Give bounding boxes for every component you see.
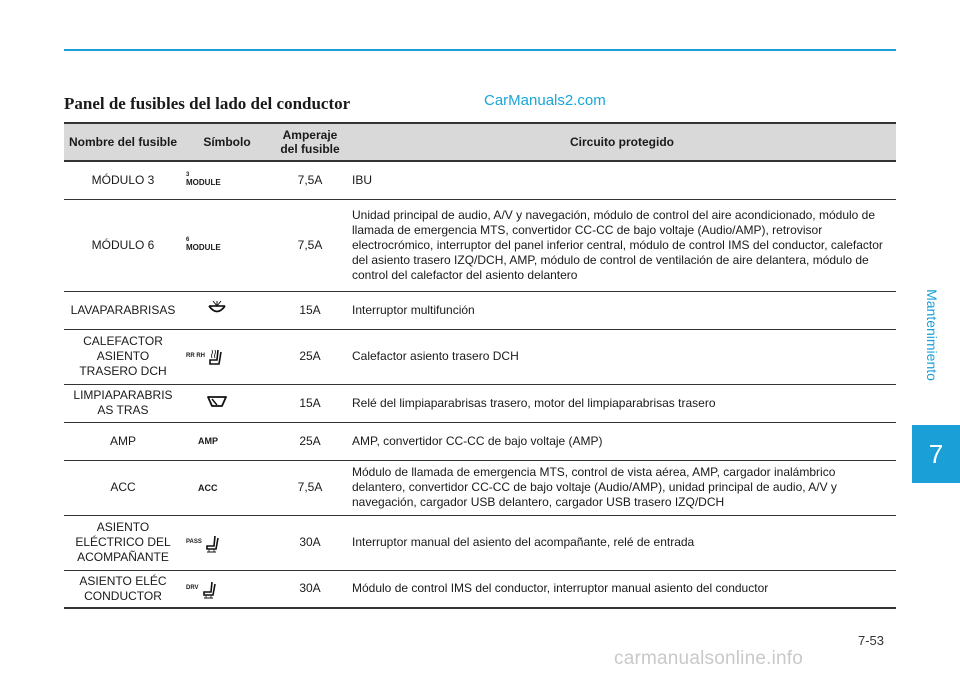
header-symbol: Símbolo	[182, 123, 272, 161]
fuse-amperage: 25A	[272, 329, 348, 384]
fuse-amperage: 30A	[272, 515, 348, 570]
table-row	[64, 422, 896, 460]
section-title: Panel de fusibles del lado del conductor	[64, 94, 351, 113]
seat-symbol: RR RH	[186, 349, 223, 367]
page-number: 7-53	[858, 633, 885, 648]
power-seat-icon	[204, 535, 220, 553]
seat-heater-icon	[207, 349, 223, 367]
rear-wiper-icon	[186, 394, 228, 412]
fuse-table	[64, 122, 896, 609]
fuse-circuit: Calefactor asiento trasero DCH	[348, 329, 896, 384]
table-row	[64, 515, 896, 570]
header-name: Nombre del fusible	[64, 123, 182, 161]
seat-symbol: PASS	[186, 535, 220, 553]
fuse-amperage: 7,5A	[272, 199, 348, 291]
fuse-name: ASIENTO ELÉCTRICO DEL ACOMPAÑANTE	[64, 515, 182, 570]
table-row	[64, 199, 896, 291]
acc-symbol: ACC	[198, 482, 218, 493]
fuse-name: CALEFACTOR ASIENTO TRASERO DCH	[64, 329, 182, 384]
table-row	[64, 460, 896, 515]
fuse-symbol	[182, 384, 272, 422]
fuse-symbol	[182, 460, 272, 515]
fuse-name: MÓDULO 3	[64, 161, 182, 199]
washer-icon	[186, 300, 228, 320]
fuse-symbol	[182, 161, 272, 199]
fuse-circuit: Interruptor multifunción	[348, 291, 896, 329]
fuse-symbol	[182, 199, 272, 291]
fuse-name: LAVAPARABRISAS	[64, 291, 182, 329]
module-symbol: 3 MODULE	[186, 172, 221, 188]
chapter-number-badge: 7	[912, 425, 960, 483]
watermark-bottom[interactable]: carmanualsonline.info	[614, 648, 804, 669]
module-symbol: 6 MODULE	[186, 237, 221, 252]
header-circuit: Circuito protegido	[348, 123, 896, 161]
side-tab-label: Mantenimiento	[924, 289, 941, 381]
fuse-circuit: Interruptor manual del asiento del acompañante, relé de entrada	[348, 515, 896, 570]
fuse-name: MÓDULO 6	[64, 199, 182, 291]
fuse-circuit: Relé del limpiaparabrisas trasero, motor del limpiaparabrisas trasero	[348, 384, 896, 422]
fuse-amperage: 25A	[272, 422, 348, 460]
fuse-symbol	[182, 329, 272, 384]
fuse-amperage: 7,5A	[272, 161, 348, 199]
fuse-amperage: 15A	[272, 384, 348, 422]
fuse-name: ASIENTO ELÉC CONDUCTOR	[64, 570, 182, 608]
table-row	[64, 329, 896, 384]
watermark-top[interactable]: CarManuals2.com	[484, 92, 606, 109]
amp-symbol: AMP	[198, 436, 218, 446]
fuse-symbol	[182, 515, 272, 570]
fuse-circuit: Módulo de llamada de emergencia MTS, control de vista aérea, AMP, cargador inalámbrico delantero, convertidor CC-CC de bajo voltaje (Audio/AMP), unidad principal de audio, A/V y navegación, cargador USB delantero, cargador USB trasero IZQ/DCH	[348, 460, 896, 515]
fuse-symbol	[182, 570, 272, 608]
fuse-name: AMP	[64, 422, 182, 460]
table-header-row	[64, 123, 896, 161]
fuse-symbol	[182, 422, 272, 460]
fuse-name: LIMPIAPARABRIS AS TRAS	[64, 384, 182, 422]
fuse-amperage: 30A	[272, 570, 348, 608]
fuse-circuit: AMP, convertidor CC-CC de bajo voltaje (AMP)	[348, 422, 896, 460]
fuse-amperage: 15A	[272, 291, 348, 329]
table-row	[64, 570, 896, 608]
table-row	[64, 161, 896, 199]
table-row	[64, 291, 896, 329]
fuse-circuit: Unidad principal de audio, A/V y navegación, módulo de control del aire acondicionado, módulo de llamada de emergencia MTS, convertidor CC-CC de bajo voltaje (Audio/AMP), retrovisor electrocrómico, interruptor del panel inferior central, módulo de control IMS del conductor, calefactor del asiento trasero IZQ/DCH, AMP, módulo de control de ventilación de aire delantera, módulo de control del calefactor del asiento delantero	[348, 199, 896, 291]
fuse-circuit: IBU	[348, 161, 896, 199]
fuse-symbol	[182, 291, 272, 329]
fuse-circuit: Módulo de control IMS del conductor, interruptor manual asiento del conductor	[348, 570, 896, 608]
table-row	[64, 384, 896, 422]
power-seat-icon	[201, 581, 217, 599]
seat-symbol: DRV	[186, 581, 217, 599]
top-divider	[64, 49, 896, 51]
side-tab	[917, 250, 947, 420]
fuse-amperage: 7,5A	[272, 460, 348, 515]
fuse-name: ACC	[64, 460, 182, 515]
header-amperage: Amperaje del fusible	[272, 123, 348, 161]
